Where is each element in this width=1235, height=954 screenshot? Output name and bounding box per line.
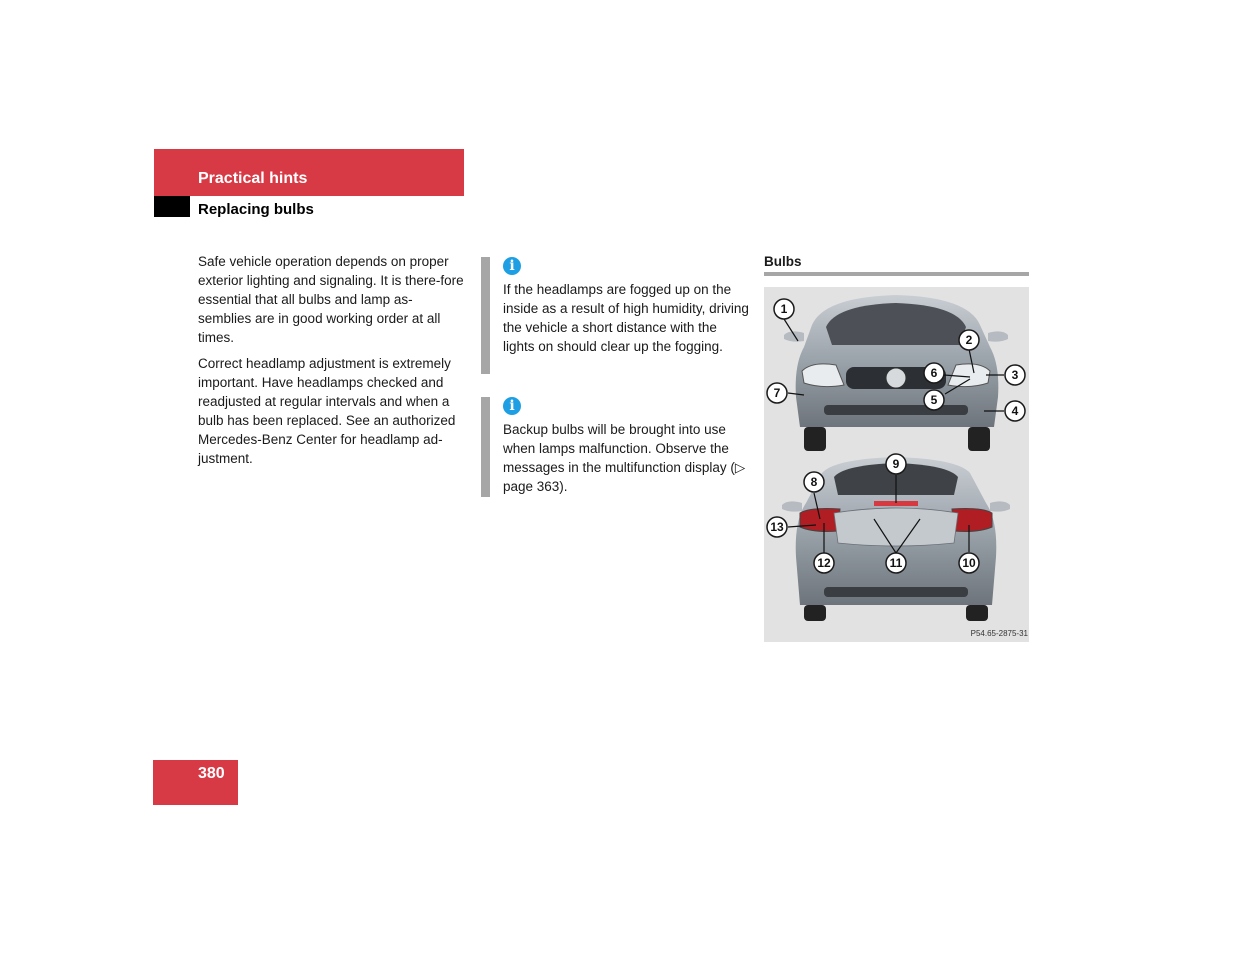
note-text: Backup bulbs will be brought into use when lamps malfunction. Observe the messages in the multifunction display (▷ page 363).: [503, 422, 746, 494]
callout-13: [767, 517, 787, 537]
figure-code: P54.65-2875-31: [970, 629, 1028, 638]
subsection-title: Replacing bulbs: [198, 201, 314, 218]
note-bar: [481, 257, 490, 374]
callout-4: [1005, 401, 1025, 421]
callout-2: [959, 330, 979, 350]
car-illustration: [764, 287, 1029, 642]
svg-text:8: 8: [810, 475, 818, 489]
subsection-marker: [154, 196, 190, 217]
car-front-view: [784, 295, 1008, 451]
page-number-box: [153, 760, 238, 805]
svg-text:6: 6: [930, 366, 938, 380]
svg-text:10: 10: [962, 556, 976, 570]
figure-title: Bulbs: [764, 254, 802, 269]
section-title: Practical hints: [198, 170, 308, 187]
callout-7: [767, 383, 787, 403]
callout-8: [804, 472, 824, 492]
svg-text:7: 7: [773, 386, 781, 400]
svg-text:11: 11: [889, 556, 903, 570]
note-text: If the headlamps are fogged up on the inside as a result of high humidity, driving the vehicle a short distance with the lights on should clear up the fogging.: [503, 282, 749, 354]
callout-6: [924, 363, 944, 383]
figure-rule: [764, 272, 1029, 276]
svg-text:2: 2: [965, 333, 973, 347]
body-paragraph: Correct headlamp adjustment is extremely important. Have headlamps checked and readjusted at regular intervals and when a bulb has been replaced. See an authorized Mercedes-Benz Center for headlamp ad-justment.: [198, 356, 456, 466]
callout-3: [1005, 365, 1025, 385]
page-number: 380: [198, 765, 225, 782]
body-text: [198, 252, 464, 475]
info-note: [481, 397, 749, 497]
note-bar: [481, 397, 490, 497]
svg-text:13: 13: [770, 520, 784, 534]
svg-text:5: 5: [930, 393, 938, 407]
svg-text:9: 9: [892, 457, 900, 471]
callout-11: [886, 553, 906, 573]
bulbs-figure: [764, 287, 1029, 642]
svg-text:4: 4: [1011, 404, 1019, 418]
svg-text:3: 3: [1011, 368, 1019, 382]
info-icon: i: [503, 257, 521, 275]
body-paragraph: Safe vehicle operation depends on proper exterior lighting and signaling. It is there-fore essential that all bulbs and lamp as-semblies are in good working order at all times.: [198, 254, 464, 345]
info-icon: i: [503, 397, 521, 415]
svg-text:12: 12: [817, 556, 831, 570]
callout-9: [886, 454, 906, 474]
callout-12: [814, 553, 834, 573]
svg-text:1: 1: [780, 302, 788, 316]
callout-1: [774, 299, 794, 319]
callout-5: [924, 390, 944, 410]
info-note: [481, 257, 749, 374]
callout-10: [959, 553, 979, 573]
